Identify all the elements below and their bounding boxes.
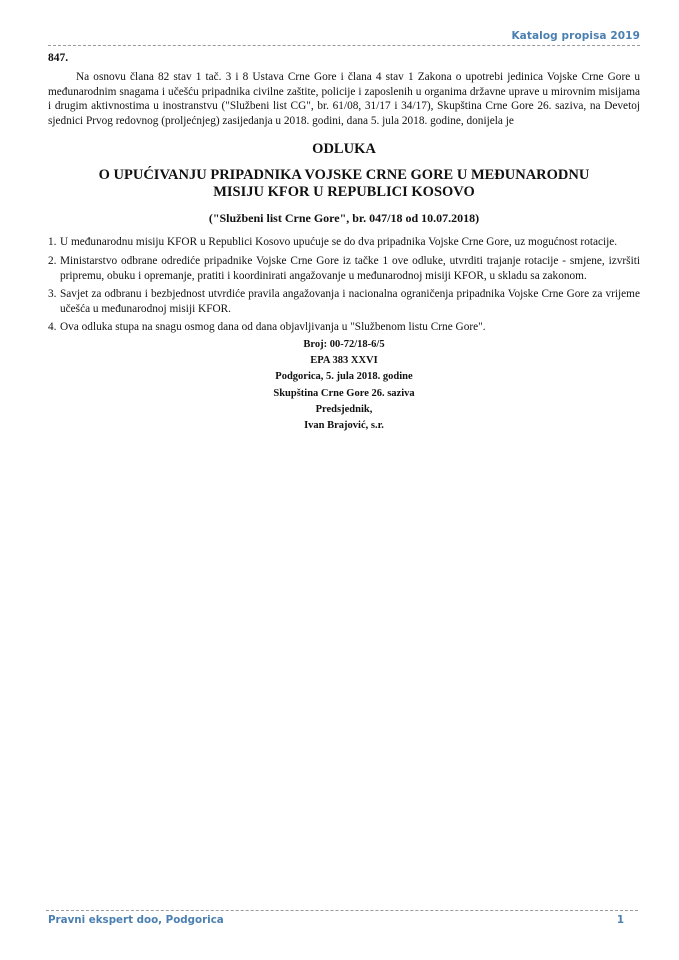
gazette-reference: ("Službeni list Crne Gore", br. 047/18 od 10.07.2018) — [208, 211, 480, 226]
document-subtitle — [48, 167, 640, 201]
document-title: ODLUKA — [312, 141, 376, 158]
header-divider — [48, 45, 640, 46]
subtitle-line-2: MISIJU KFOR U REPUBLICI KOSOVO — [213, 184, 475, 201]
preamble-paragraph: Na osnovu člana 82 stav 1 tač. 3 i 8 Ustava Crne Gore i člana 4 stav 1 Zakona o upotrebi jedinica Vojske Crne Gore u međunarodnim snagama i učešću pripadnika civilne zaštite, policije i zaposlenih u organima državne uprave u mirovnim misijama i drugim aktivnostima u inostranstvu ("Službeni list CG", br. 61/08, 31/17 i 34/17), Skupština Crne Gore 26. saziva, na Devetoj sjednici Prvog redovnog (proljećnjeg) zasijedanja u 2018. godini, dana 5. jula 2018. godine, donijela je — [48, 71, 640, 127]
list-item — [48, 287, 640, 316]
signatory-name: Ivan Brajović, s.r. — [304, 419, 384, 431]
document-content — [48, 70, 640, 434]
epa-number: EPA 383 XXVI — [310, 355, 378, 367]
numbered-items — [48, 235, 640, 335]
item-text: Savjet za odbranu i bezbjednost utvrdiće pravila angažovanja i nacionalna ograničenja pripadnika Vojske Crne Gore za vrijeme učešća u međunarodnoj misiji KFOR. — [60, 288, 640, 315]
signature-block — [48, 337, 640, 434]
list-item — [48, 254, 640, 283]
item-text: U međunarodnu misiju KFOR u Republici Kosovo upućuje se do dva pripadnika Vojske Crne Gore, uz mogućnost rotacije. — [60, 236, 618, 249]
document-number: 847. — [48, 52, 69, 64]
footer-divider — [46, 910, 638, 911]
header-title: Katalog propisa 2019 — [511, 30, 640, 42]
item-number: 1. — [48, 236, 57, 249]
list-item — [48, 320, 640, 335]
footer-publisher: Pravni ekspert doo, Podgorica — [48, 914, 224, 926]
item-number: 4. — [48, 321, 57, 334]
item-number: 3. — [48, 288, 57, 301]
list-item — [48, 235, 640, 250]
item-text: Ova odluka stupa na snagu osmog dana od dana objavljivanja u "Službenom listu Crne Gore". — [60, 321, 486, 334]
item-text: Ministarstvo odbrane odrediće pripadnike Vojske Crne Gore iz tačke 1 ove odluke, utvrditi trajanje rotacije - smjene, izvršiti pripremu, obuku i opremanje, pratiti i koordinirati angažovanje u međunarodnoj misiji KFOR, u skladu sa zakonom. — [60, 254, 640, 282]
reference-number: Broj: 00-72/18-6/5 — [303, 338, 385, 350]
place-date: Podgorica, 5. jula 2018. godine — [275, 371, 413, 383]
issuing-body: Skupština Crne Gore 26. saziva — [273, 387, 415, 399]
signatory-role: Predsjednik, — [315, 403, 373, 415]
page-number: 1 — [616, 914, 624, 926]
subtitle-line-1: O UPUĆIVANJU PRIPADNIKA VOJSKE CRNE GORE U MEĐUNARODNU — [98, 167, 590, 184]
item-number: 2. — [48, 254, 57, 267]
